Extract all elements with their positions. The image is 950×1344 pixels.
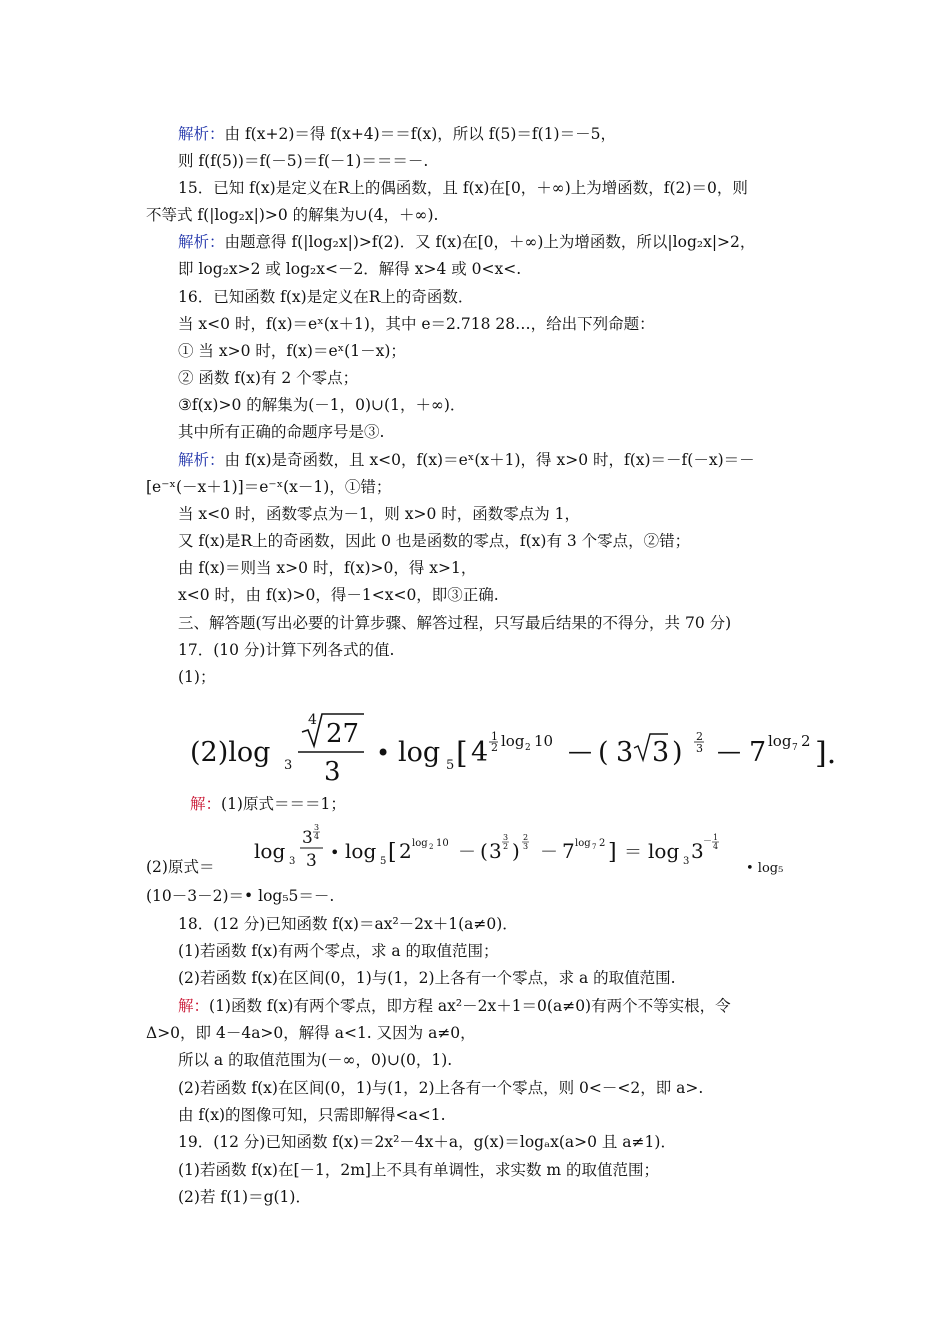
problem-18: 18．(12 分)已知函数 f(x)＝ax²－2x＋1(a≠0)． bbox=[178, 915, 518, 933]
line-solution-17 bbox=[190, 794, 346, 814]
exp-den: 4 bbox=[314, 832, 320, 841]
section-heading: 三、解答题(写出必要的计算步骤、解答过程，只写最后结果的不得分，共 70 分) bbox=[178, 614, 732, 632]
line-text: 当 x<0 时，函数零点为－1，则 x>0 时，函数零点为 1， bbox=[178, 505, 581, 523]
proposition-3: ③f(x)>0 的解集为(－1，0)∪(1，＋∞)． bbox=[178, 396, 466, 414]
line-text: 其中所有正确的命题序号是③. bbox=[178, 423, 385, 441]
exp-sub: 7 bbox=[592, 843, 597, 851]
bracket: ] bbox=[608, 840, 617, 865]
paren: ( bbox=[480, 839, 488, 863]
problem-19: 19．(12 分)已知函数 f(x)＝2x²－4x＋a，g(x)＝logₐx(a>0 且 a≠1)． bbox=[178, 1133, 676, 1151]
exp-log: log bbox=[575, 838, 591, 849]
base: 2 bbox=[399, 839, 412, 863]
exp-arg: 2 bbox=[801, 732, 811, 750]
line-analysis-15 bbox=[178, 232, 755, 252]
bracket: [ bbox=[456, 736, 468, 771]
minus: — bbox=[568, 737, 592, 765]
sqrt-arg: 3 bbox=[652, 737, 670, 768]
problem-16: 16．已知函数 f(x)是定义在R上的奇函数． bbox=[178, 288, 474, 306]
radicand: 27 bbox=[326, 719, 360, 749]
exp-arg: 10 bbox=[534, 732, 554, 750]
problem-17: 17．(10 分)计算下列各式的值. bbox=[178, 641, 395, 659]
formula-sub: 5 bbox=[380, 856, 387, 867]
denominator: 3 bbox=[306, 851, 317, 871]
dot: • bbox=[376, 739, 391, 767]
exp-num: 1 bbox=[713, 833, 719, 842]
log-text: log bbox=[398, 737, 441, 768]
formula-sub: 3 bbox=[284, 758, 293, 773]
line-analysis-1 bbox=[178, 124, 616, 144]
formula-prefix: (2)log bbox=[190, 737, 271, 768]
base: 3 bbox=[489, 839, 502, 863]
solution-label: 解： bbox=[178, 997, 210, 1015]
exp-sign: － bbox=[703, 837, 713, 847]
analysis-label: 解析： bbox=[178, 125, 225, 143]
line-text: 不等式 f(|log₂x|)>0 的解集为∪(4，＋∞). bbox=[146, 206, 439, 224]
line-text: (2)若 f(1)＝g(1)． bbox=[178, 1188, 311, 1206]
line-text: (1)若函数 f(x)有两个零点，求 a 的取值范围； bbox=[178, 942, 499, 960]
formula-large bbox=[190, 710, 890, 790]
base: 4 bbox=[471, 737, 489, 768]
line-text: 当 x<0 时，f(x)＝eˣ(x＋1)，其中 e＝2.718 28…，给出下列命题： bbox=[178, 315, 655, 333]
minus: － bbox=[458, 842, 476, 863]
line-analysis-16 bbox=[178, 450, 755, 470]
exp-sub: 2 bbox=[525, 743, 531, 753]
formula-solution bbox=[146, 822, 796, 878]
exp-den: 2 bbox=[503, 842, 509, 851]
problem-15: 15．已知 f(x)是定义在R上的偶函数，且 f(x)在[0，＋∞)上为增函数，f(2)＝0，则 bbox=[178, 179, 748, 197]
line-text: 即 log₂x>2 或 log₂x<－2．解得 x>4 或 0<x<. bbox=[178, 260, 522, 278]
line-text: (1)函数 f(x)有两个零点，即方程 ax²－2x＋1＝0(a≠0)有两个不等实根，令 bbox=[209, 997, 731, 1015]
solution-label: 解： bbox=[190, 795, 222, 813]
base: 3 bbox=[616, 737, 634, 768]
bracket: [ bbox=[388, 840, 397, 865]
formula-prefix: (2)原式＝ bbox=[146, 858, 215, 876]
analysis-label: 解析： bbox=[178, 451, 225, 469]
exp-num: 2 bbox=[523, 833, 529, 842]
line-text: 由 f(x)是奇函数，且 x<0，f(x)＝eˣ(x＋1)，得 x>0 时，f(x)＝－f(－x)＝－ bbox=[224, 451, 755, 469]
line-text: (1)原式＝＝＝1； bbox=[221, 795, 346, 813]
line-text: 又 f(x)是R上的奇函数，因此 0 也是函数的零点，f(x)有 3 个零点，②错； bbox=[178, 532, 691, 550]
base: 7 bbox=[562, 839, 575, 863]
exp-num: 3 bbox=[503, 833, 509, 842]
line-solution-18 bbox=[178, 996, 731, 1016]
dot: • bbox=[330, 843, 340, 862]
base: 3 bbox=[691, 839, 704, 863]
paren: ) bbox=[512, 839, 520, 863]
line-text: 由 f(x)的图像可知，只需即解得<a<1. bbox=[178, 1106, 446, 1124]
exp-den: 3 bbox=[696, 742, 703, 755]
equals: ＝ bbox=[624, 842, 642, 863]
exp-arg: 10 bbox=[436, 838, 449, 849]
paren: ( bbox=[598, 737, 609, 768]
denominator: 3 bbox=[324, 757, 341, 787]
line-text: 则 f(f(5))＝f(－5)＝f(－1)＝＝＝－. bbox=[178, 152, 429, 170]
line-text: (10－3－2)＝• log₅5＝－. bbox=[146, 887, 335, 905]
exp-sub: 7 bbox=[792, 743, 798, 753]
exp-arg: 2 bbox=[599, 838, 606, 849]
line-text: (1)若函数 f(x)在[－1，2m]上不具有单调性，求实数 m 的取值范围； bbox=[178, 1161, 660, 1179]
log-text: log bbox=[648, 839, 680, 863]
line-text: x<0 时，由 f(x)>0，得－1<x<0，即③正确. bbox=[178, 586, 499, 604]
analysis-label: 解析： bbox=[178, 233, 225, 251]
formula-sub: 5 bbox=[446, 758, 455, 773]
formula-sub: 3 bbox=[289, 856, 296, 867]
exp-num: 2 bbox=[696, 730, 703, 743]
line-text: 由 f(x)＝则当 x>0 时，f(x)>0，得 x>1， bbox=[178, 559, 477, 577]
proposition-2: ② 函数 f(x)有 2 个零点； bbox=[178, 369, 359, 387]
formula-tail: • log₅ bbox=[746, 861, 784, 876]
bracket: ]. bbox=[815, 736, 837, 771]
line-text: 由 f(x+2)＝得 f(x+4)＝＝f(x)，所以 f(5)＝f(1)＝－5， bbox=[224, 125, 616, 143]
paren: ) bbox=[672, 737, 683, 768]
exp-log: log bbox=[412, 838, 428, 849]
proposition-1: ① 当 x>0 时，f(x)＝eˣ(1－x)； bbox=[178, 342, 406, 360]
line-text: (2)若函数 f(x)在区间(0，1)与(1，2)上各有一个零点，求 a 的取值范围. bbox=[178, 969, 676, 987]
line-text: Δ>0，即 4－4a>0，解得 a<1. 又因为 a≠0， bbox=[146, 1024, 476, 1042]
line-text: (1)； bbox=[178, 668, 216, 686]
exp-log: log bbox=[501, 732, 525, 750]
exp-den: 3 bbox=[523, 842, 529, 851]
minus: — bbox=[717, 737, 741, 765]
exp-log: log bbox=[768, 732, 792, 750]
minus: － bbox=[540, 842, 558, 863]
log-text: log bbox=[254, 839, 286, 863]
radical-index: 4 bbox=[308, 712, 317, 728]
line-text: 所以 a 的取值范围为(－∞，0)∪(0，1). bbox=[178, 1051, 453, 1069]
line-text: [e⁻ˣ(－x＋1)]＝e⁻ˣ(x－1)，①错； bbox=[146, 478, 392, 496]
exp-den: 2 bbox=[491, 741, 498, 754]
exp-den: 4 bbox=[713, 842, 719, 851]
line-text: (2)若函数 f(x)在区间(0，1)与(1，2)上各有一个零点，则 0<－<2，即 a>. bbox=[178, 1079, 704, 1097]
line-text: 由题意得 f(|log₂x|)>f(2)．又 f(x)在[0，＋∞)上为增函数，所以|log₂x|>2， bbox=[224, 233, 756, 251]
log-text: log bbox=[345, 839, 377, 863]
exp-sub: 2 bbox=[429, 843, 434, 851]
numerator-base: 3 bbox=[302, 828, 313, 848]
formula-sub: 3 bbox=[683, 856, 690, 867]
exp-num: 3 bbox=[314, 823, 320, 832]
base: 7 bbox=[749, 737, 767, 768]
exp-num: 1 bbox=[491, 730, 498, 743]
